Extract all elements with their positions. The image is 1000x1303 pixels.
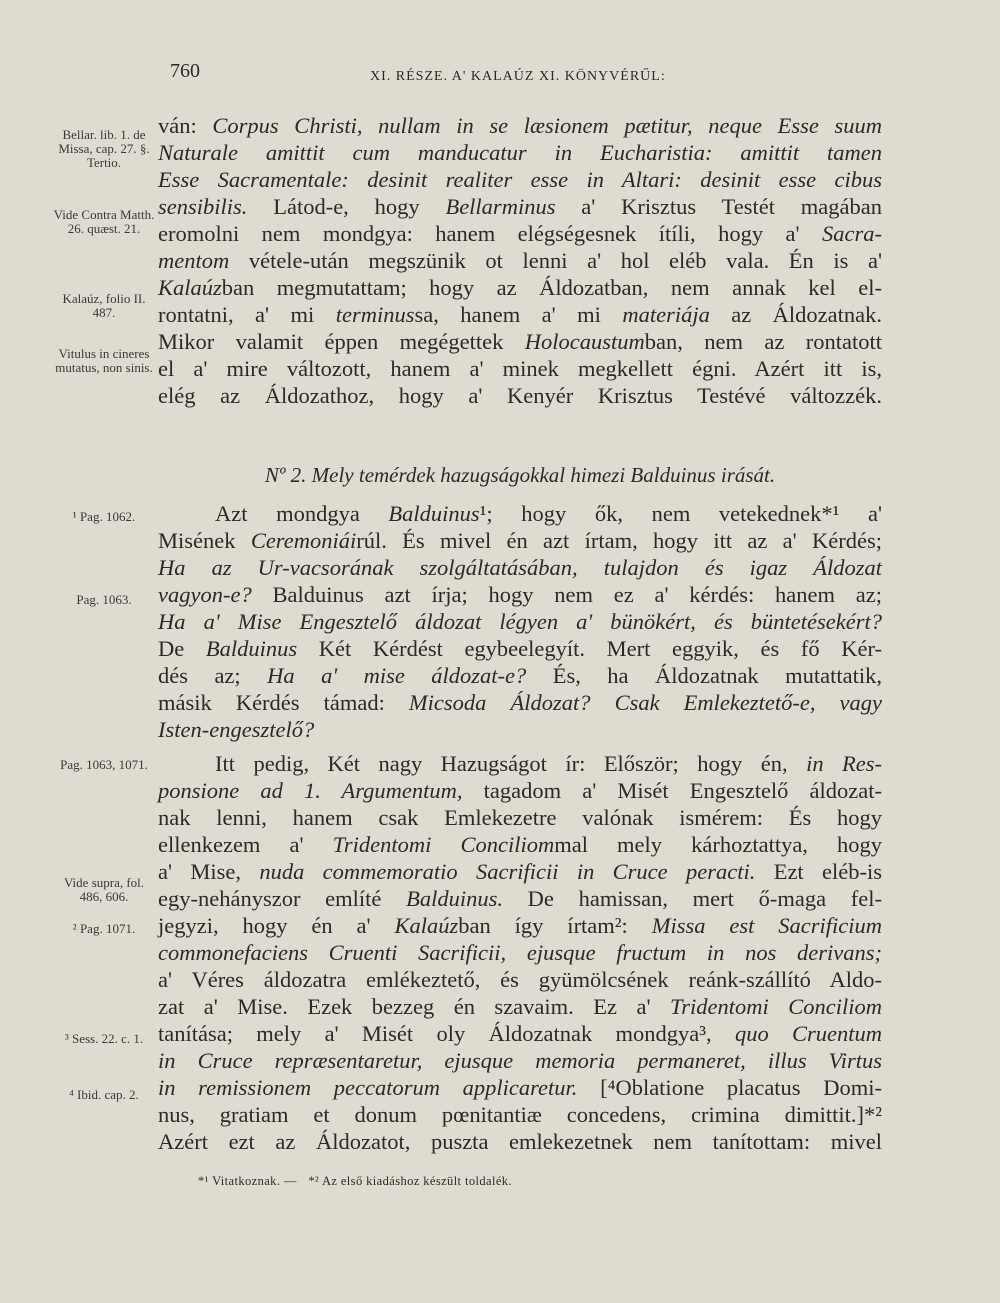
roman-text: Misének <box>158 528 251 553</box>
margin-note: Vide Contra Matth. 26. quæst. 21. <box>53 207 155 236</box>
text-line <box>158 382 882 409</box>
roman-text: Azt mondgya <box>215 501 389 526</box>
roman-text: nak lenni, hanem csak Emlekezetre valónak ismérem: És hogy <box>158 805 882 830</box>
margin-note: Kalaúz, folio II. 487. <box>62 291 146 320</box>
roman-text: nus, gratiam et donum pœnitantiæ concedens, crimina dimittit.]*² <box>158 1102 882 1127</box>
italic-text: Esse Sacramentale: desinit realiter esse in Altari: desinit esse cibus <box>158 167 882 192</box>
italic-text: Kalaúz <box>158 275 222 300</box>
roman-text: ban így írtam²: <box>458 913 652 938</box>
text-line <box>158 1128 882 1155</box>
roman-text: Azért ezt az Áldozatot, puszta emlekezetnek nem tanítottam: mivel <box>158 1129 882 1154</box>
italic-text: Bellarminus <box>445 194 556 219</box>
text-line <box>158 193 882 220</box>
roman-text: jegyzi, hogy én a' <box>158 913 395 938</box>
italic-text: Balduinus <box>388 501 480 526</box>
text-line <box>158 220 882 247</box>
roman-text: Balduinus azt írja; hogy nem ez a' kérdés: hanem az; <box>251 582 882 607</box>
text-line <box>158 635 882 662</box>
margin-note: Bellar. lib. 1. de Missa, cap. 27. §. Tertio. <box>58 127 150 170</box>
margin-note: Pag. 1063, 1071. <box>60 757 148 772</box>
text-line <box>158 939 882 966</box>
italic-text: Balduinus. <box>406 886 503 911</box>
italic-text: sensibilis. <box>158 194 248 219</box>
text-line <box>158 831 882 858</box>
italic-text: materiája <box>622 302 710 327</box>
footnote: *² Az első kiadáshoz készült toldalék. <box>308 1174 512 1188</box>
italic-text: Ceremoniái <box>250 528 357 553</box>
text-line <box>158 1074 882 1101</box>
italic-text: Sacra- <box>822 221 882 246</box>
text-line <box>158 554 882 581</box>
margin-note: ² Pag. 1071. <box>72 921 136 936</box>
page-number: 760 <box>170 60 200 82</box>
text-line <box>158 777 882 804</box>
italic-text: Tridentomi Conciliom <box>332 832 555 857</box>
roman-text: [⁴Oblatione placatus Domi- <box>577 1075 882 1100</box>
text-line <box>158 1047 882 1074</box>
text-line <box>158 1101 882 1128</box>
roman-text: ban, nem az rontatott <box>644 329 882 354</box>
roman-text: a' Krisztus Testét magában <box>555 194 882 219</box>
italic-text: Naturale amittit cum manducatur in Eucharistia: amittit tamen <box>158 140 882 165</box>
roman-text: De <box>158 636 206 661</box>
italic-text: Kalaúz <box>394 913 459 938</box>
margin-note: Pag. 1063. <box>76 592 132 607</box>
italic-text: quo Cruentum <box>734 1021 883 1046</box>
text-line <box>158 247 882 274</box>
text-line <box>158 139 882 166</box>
text-line <box>158 750 882 777</box>
margin-note: Vitulus in cineres mutatus, non sinis. <box>55 346 153 375</box>
roman-text: másik Kérdés támad: <box>158 690 409 715</box>
text-line <box>158 912 882 939</box>
roman-text: elég az Áldozathoz, hogy a' Kenyér Krisztus Testévé változzék. <box>158 383 882 408</box>
roman-text: egy-nehányszor említé <box>158 886 407 911</box>
text-line <box>158 716 882 743</box>
roman-text: vétele-után megszünik ot lenni a' hol eléb vala. Én is a' <box>229 248 882 273</box>
italic-text: Micsoda Áldozat? Csak Emlekeztető-e, vagy <box>408 690 882 715</box>
italic-text: terminus <box>335 302 415 327</box>
roman-text: ¹; hogy ők, nem vetekednek*¹ a' <box>479 501 882 526</box>
margin-note: Vide supra, fol. 486, 606. <box>63 875 145 904</box>
roman-text: ván: <box>158 113 213 138</box>
italic-text: nuda commemoratio Sacrificii in Cruce peracti. <box>259 859 756 884</box>
roman-text: el a' mire változott, hanem a' minek megkellett égni. Azért itt is, <box>158 356 882 381</box>
italic-text: mentom <box>158 248 230 273</box>
italic-text: ponsione ad 1. Argumentum, <box>158 778 463 803</box>
italic-text: Ha a' Mise Engesztelő áldozat légyen a' bünökért, és büntetésekért? <box>158 609 882 634</box>
footnote: *¹ Vitatkoznak. — <box>198 1174 297 1188</box>
text-line <box>158 301 882 328</box>
text-line <box>158 993 882 1020</box>
roman-text: Itt pedig, Két nagy Hazugságot ír: Először; hogy én, <box>215 751 807 776</box>
roman-text: Két Kérdést egybeelegyít. Mert eggyik, és fő Kér- <box>297 636 882 661</box>
italic-text: in Res- <box>806 751 883 776</box>
text-line <box>158 527 882 554</box>
roman-text: Mikor valamit éppen megégettek <box>158 329 525 354</box>
italic-text: Missa est Sacrificium <box>651 913 882 938</box>
margin-note: ¹ Pag. 1062. <box>72 509 136 524</box>
text-line <box>158 581 882 608</box>
roman-text: rontatni, a' mi <box>158 302 336 327</box>
text-line <box>158 662 882 689</box>
roman-text: zat a' Mise. Ezek bezzeg én szavaim. Ez a' <box>158 994 670 1019</box>
italic-text: Corpus Christi, nullam in se læsionem pætitur, neque Esse suum <box>212 113 882 138</box>
roman-text: mal mely kárhoztattya, hogy <box>554 832 883 857</box>
roman-text: dés az; <box>158 663 268 688</box>
roman-text: eromolni nem mondgya: hanem elégségesnek ítíli, hogy a' <box>158 221 822 246</box>
text-line <box>158 274 882 301</box>
page-header <box>0 60 1000 94</box>
text-line <box>158 112 882 139</box>
text-line <box>158 689 882 716</box>
roman-text: De hamissan, mert ő-maga fel- <box>502 886 882 911</box>
text-line <box>158 608 882 635</box>
italic-text: commonefaciens Cruenti Sacrificii, ejusque fructum in nos derivans; <box>158 940 882 965</box>
italic-text: Tridentomi Conciliom <box>670 994 882 1019</box>
roman-text: ellenkezem a' <box>158 832 333 857</box>
text-line <box>158 858 882 885</box>
roman-text: rúl. És mivel én azt írtam, hogy itt az a' Kérdés; <box>356 528 882 553</box>
text-line <box>158 804 882 831</box>
running-title: XI. RÉSZE. A' KALAÚZ XI. KÖNYVÉRŰL: <box>370 69 666 84</box>
italic-text: Ha a' mise áldozat-e? <box>267 663 527 688</box>
text-line <box>158 500 882 527</box>
text-line <box>158 166 882 193</box>
roman-text: Látod-e, hogy <box>247 194 446 219</box>
text-line <box>158 355 882 382</box>
roman-text: az Áldozatnak. <box>709 302 883 327</box>
roman-text: sa, hanem a' mi <box>414 302 623 327</box>
margin-note: ⁴ Ibid. cap. 2. <box>69 1087 139 1102</box>
text-line <box>158 1020 882 1047</box>
section-heading: Nº 2. Mely temérdek hazugságokkal himezi Balduinus irását. <box>264 463 776 487</box>
text-line <box>158 885 882 912</box>
margin-note: ³ Sess. 22. c. 1. <box>64 1031 144 1046</box>
footnotes <box>198 1174 898 1189</box>
roman-text: tanítása; mely a' Misét oly Áldozatnak mondgya³, <box>158 1021 735 1046</box>
italic-text: in Cruce repræsentaretur, ejusque memoria permaneret, illus Virtus <box>158 1048 882 1073</box>
roman-text: tagadom a' Misét Engesztelő áldozat- <box>462 778 882 803</box>
italic-text: Holocaustum <box>524 329 645 354</box>
roman-text: ban megmutattam; hogy az Áldozatban, nem annak kel el- <box>221 275 882 300</box>
italic-text: Balduinus <box>205 636 298 661</box>
text-line <box>158 328 882 355</box>
roman-text: És, ha Áldozatnak mutattatik, <box>526 663 882 688</box>
roman-text: Ezt eléb-is <box>755 859 882 884</box>
italic-text: in remissionem peccatorum applicaretur. <box>158 1075 578 1100</box>
italic-text: Ha az Ur-vacsorának szolgáltatásában, tulajdon és igaz Áldozat <box>158 555 882 580</box>
text-line <box>158 966 882 993</box>
roman-text: a' Véres áldozatra emlékeztető, és gyümölcsének reánk-szállító Aldo- <box>158 967 882 992</box>
italic-text: Isten-engesztelő? <box>158 717 315 742</box>
italic-text: vagyon-e? <box>158 582 252 607</box>
roman-text: a' Mise, <box>158 859 260 884</box>
